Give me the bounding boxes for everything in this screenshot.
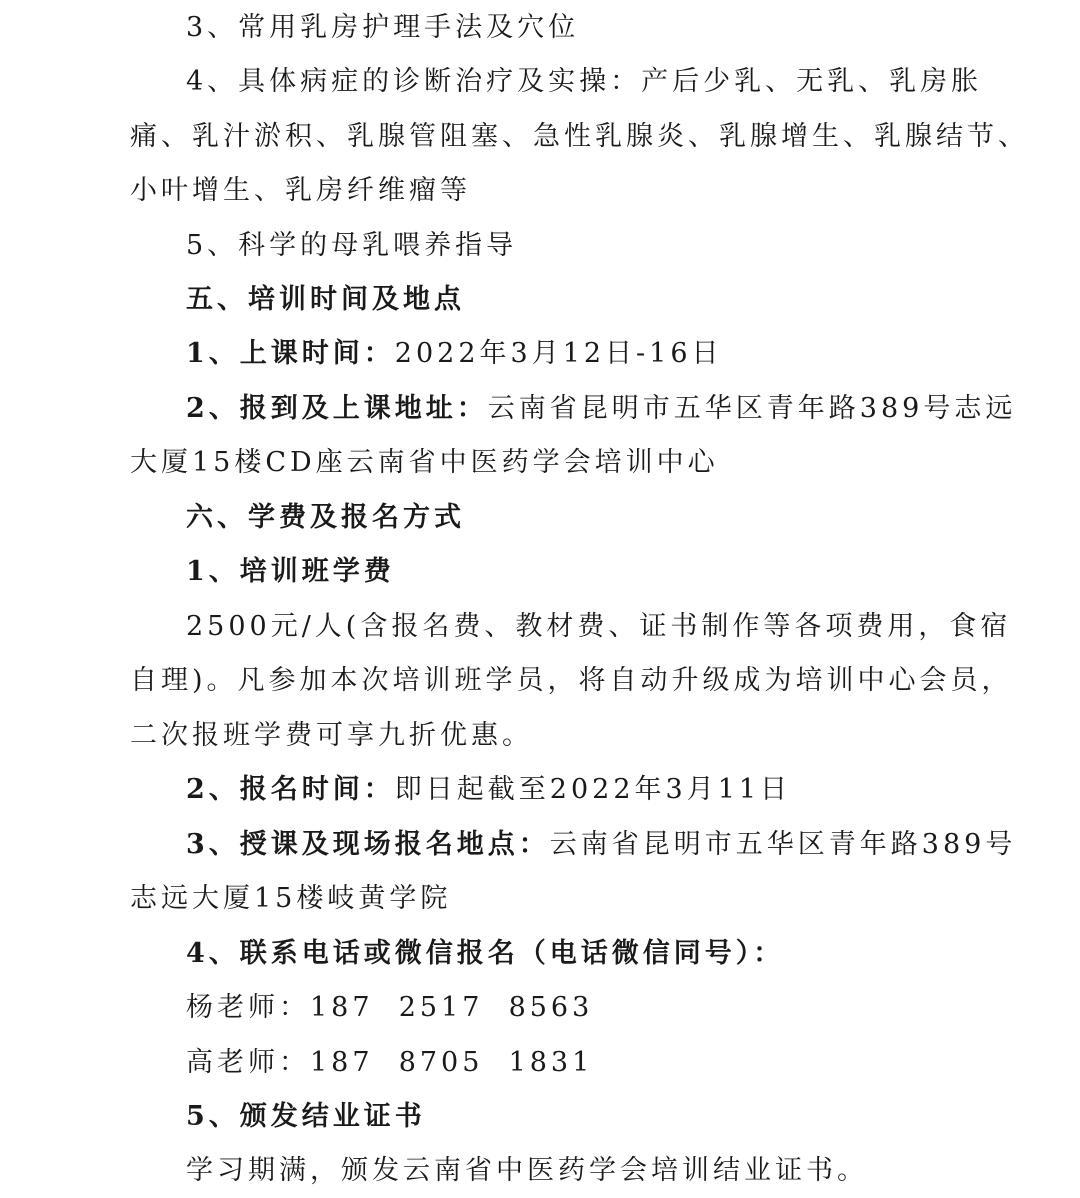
list-item-continuation: 小叶增生、乳房纤维瘤等 [130,175,471,206]
registration-time-value: 即日起截至2022年3月11日 [394,774,792,805]
subheading: 1、培训班学费 [186,556,395,587]
schedule-time [0,327,1080,381]
list-item-continuation: 痛、乳汁淤积、乳腺管阻塞、急性乳腺炎、乳腺增生、乳腺结节、 [130,121,1029,152]
subheading: 4、联系电话或微信报名（电话微信同号）： [186,938,785,969]
registration-place [0,818,1080,872]
registration-time-label: 2、报名时间： [186,774,395,805]
venue-address [0,382,1080,436]
schedule-time-label: 1、上课时间： [186,338,395,369]
list-item: 5、科学的母乳喂养指导 [186,230,518,261]
venue-address-continuation: 大厦15楼CD座云南省中医药学会培训中心 [130,447,719,478]
registration-place-label: 3、授课及现场报名地点： [186,829,550,860]
registration-time [0,763,1080,817]
paragraph-line: 二次报班学费可享九折优惠。 [130,720,533,751]
contact-line: 杨老师：187 2517 8563 [186,992,594,1023]
paragraph-line: 2500元/人(含报名费、教材费、证书制作等各项费用，食宿 [186,611,1012,642]
venue-address-value: 云南省昆明市五华区青年路389号志远 [487,393,1017,424]
paragraph-line: 学习期满，颁发云南省中医药学会培训结业证书。 [186,1155,868,1186]
list-item: 3、常用乳房护理手法及穴位 [186,12,580,43]
schedule-time-value: 2022年3月12日-16日 [394,338,723,369]
venue-address-label: 2、报到及上课地址： [186,393,488,424]
registration-place-value: 云南省昆明市五华区青年路389号 [549,829,1017,860]
subheading: 5、颁发结业证书 [186,1101,426,1132]
list-item: 4、具体病症的诊断治疗及实操：产后少乳、无乳、乳房胀 [186,66,983,97]
paragraph-line: 自理)。凡参加本次培训班学员，将自动升级成为培训中心会员， [130,665,1013,696]
registration-place-continuation: 志远大厦15楼岐黄学院 [130,883,452,914]
contact-line: 高老师：187 8705 1831 [186,1047,594,1078]
section-heading: 六、学费及报名方式 [186,502,465,533]
section-heading: 五、培训时间及地点 [186,284,465,315]
